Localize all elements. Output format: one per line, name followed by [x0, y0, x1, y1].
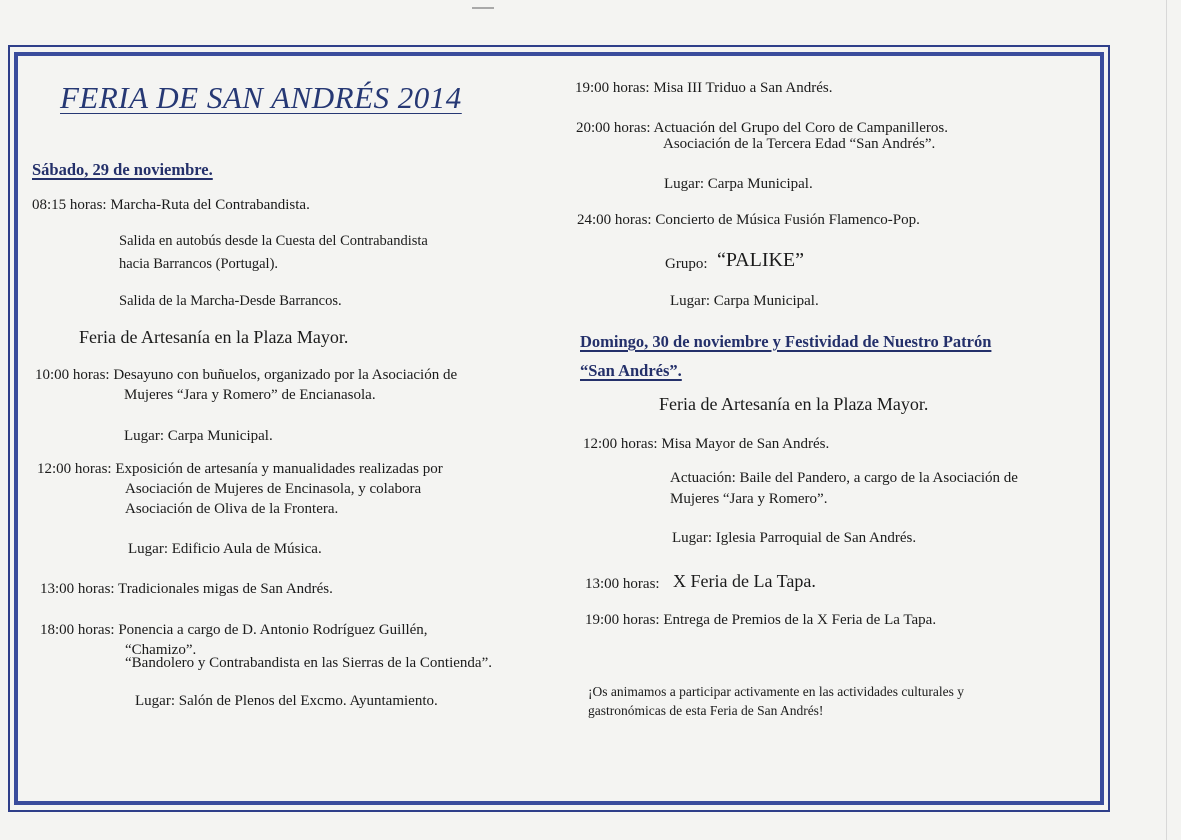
event-line: Lugar: Carpa Municipal.: [670, 293, 819, 309]
event-line: hacia Barrancos (Portugal).: [119, 256, 279, 272]
event-line: 08:15 horas: Marcha-Ruta del Contrabandista.: [32, 197, 310, 213]
event-line: 24:00 horas: Concierto de Música Fusión Flamenco-Pop.: [577, 212, 920, 228]
day-heading-sunday-cont: “San Andrés”.: [580, 361, 682, 380]
event-line: 13:00 horas:: [585, 576, 660, 592]
page-edge-line: [1166, 0, 1167, 840]
event-line: Mujeres “Jara y Romero” de Encianasola.: [124, 387, 376, 403]
event-line: 19:00 horas: Entrega de Premios de la X Feria de La Tapa.: [585, 612, 937, 628]
event-line: 18:00 horas: Ponencia a cargo de D. Antonio Rodríguez Guillén,: [40, 622, 428, 638]
scan-speck: [472, 7, 494, 9]
event-line: Lugar: Carpa Municipal.: [124, 428, 273, 444]
event-line: 10:00 horas: Desayuno con buñuelos, organizado por la Asociación de: [35, 367, 458, 383]
band-name: “PALIKE”: [717, 249, 805, 271]
event-line: Salida de la Marcha-Desde Barrancos.: [119, 293, 342, 309]
day-heading-sunday: Domingo, 30 de noviembre y Festividad de Nuestro Patrón: [580, 332, 992, 351]
event-line: Asociación de Mujeres de Encinasola, y colabora: [125, 481, 422, 497]
event-line: “Bandolero y Contrabandista en las Sierras de la Contienda”.: [125, 655, 492, 671]
event-highlight: Feria de Artesanía en la Plaza Mayor.: [659, 394, 929, 414]
page-title: FERIA DE SAN ANDRÉS 2014: [60, 80, 462, 115]
event-line: Lugar: Edificio Aula de Música.: [128, 541, 322, 557]
event-line: 20:00 horas: Actuación del Grupo del Coro de Campanilleros.: [576, 120, 949, 136]
event-line: 13:00 horas: Tradicionales migas de San Andrés.: [40, 581, 333, 597]
day-heading-saturday: Sábado, 29 de noviembre.: [32, 160, 213, 179]
event-line: Mujeres “Jara y Romero”.: [670, 491, 828, 507]
event-highlight: Feria de Artesanía en la Plaza Mayor.: [79, 327, 349, 347]
event-line: Salida en autobús desde la Cuesta del Contrabandista: [119, 233, 428, 249]
event-line: Lugar: Iglesia Parroquial de San Andrés.: [672, 530, 917, 546]
event-line: Lugar: Salón de Plenos del Excmo. Ayuntamiento.: [135, 693, 438, 709]
event-highlight: X Feria de La Tapa.: [673, 571, 816, 591]
event-line: Asociación de la Tercera Edad “San Andrés”.: [663, 136, 936, 152]
closing-note: gastronómicas de esta Feria de San Andrés!: [588, 703, 824, 718]
event-line: 12:00 horas: Misa Mayor de San Andrés.: [583, 436, 830, 452]
event-line: Asociación de Oliva de la Frontera.: [125, 501, 339, 517]
closing-note: ¡Os animamos a participar activamente en las actividades culturales y: [588, 684, 964, 699]
event-line: “Chamizo”.: [125, 642, 197, 658]
event-line: Grupo:: [665, 256, 708, 272]
event-line: 19:00 horas: Misa III Triduo a San Andrés.: [575, 80, 833, 96]
event-line: Actuación: Baile del Pandero, a cargo de la Asociación de: [670, 470, 1018, 486]
event-line: Lugar: Carpa Municipal.: [664, 176, 813, 192]
event-line: 12:00 horas: Exposición de artesanía y manualidades realizadas por: [37, 461, 443, 477]
